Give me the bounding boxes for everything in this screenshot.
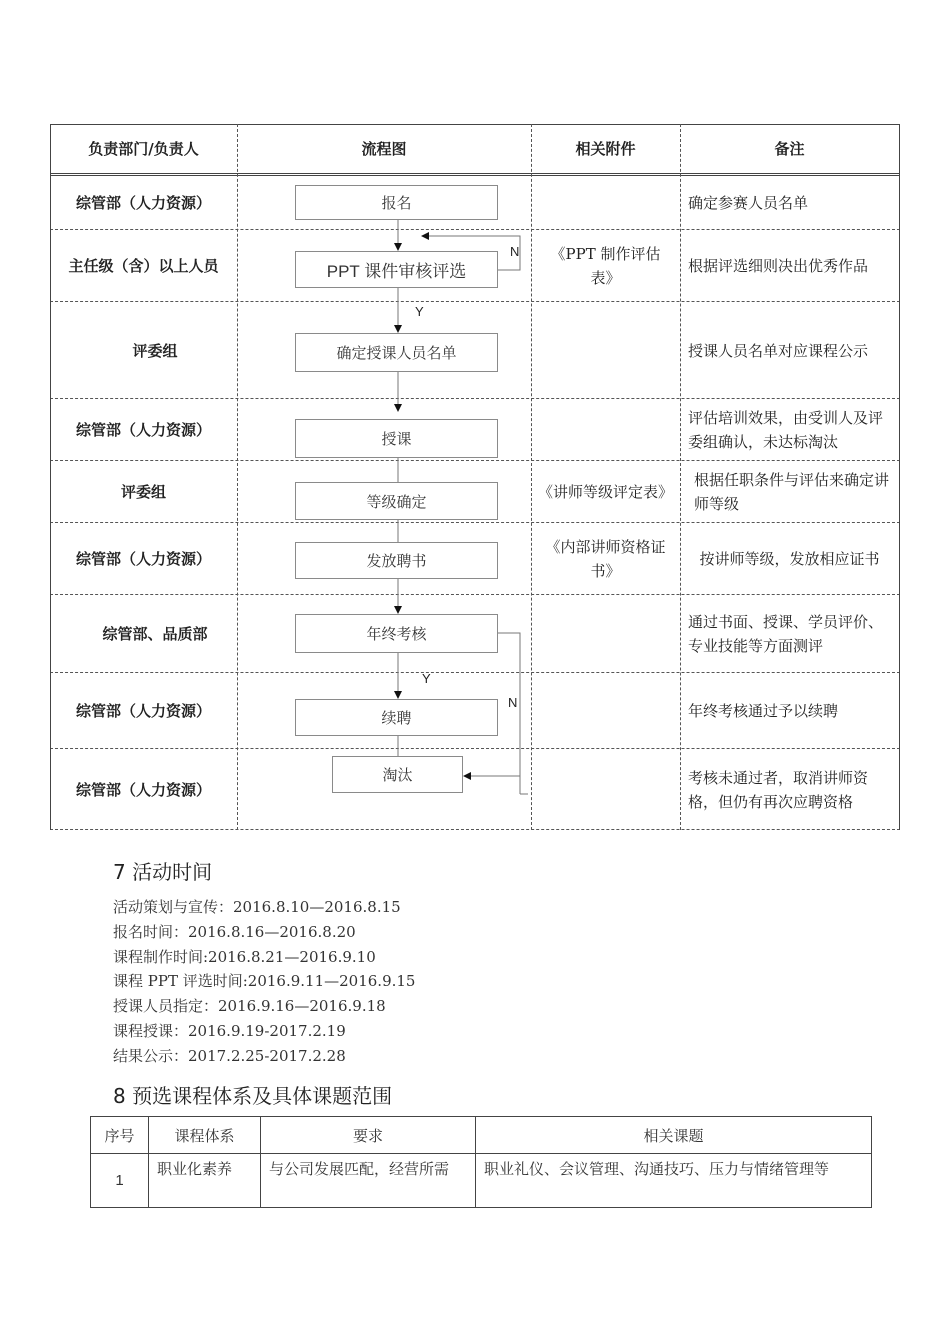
header-dept: 负责部门/负责人 xyxy=(88,140,199,158)
dept-cell: 综管部（人力资源） xyxy=(75,421,211,439)
course-topics: 职业礼仪、会议管理、沟通技巧、压力与情绪管理等 xyxy=(476,1154,872,1208)
header-flowchart: 流程图 xyxy=(361,140,407,158)
course-table xyxy=(90,1116,872,1208)
flow-label-no: N xyxy=(508,695,518,710)
schedule-item: 报名时间：2016.8.16—2016.8.20 xyxy=(113,922,356,941)
flow-step-box: 淘汰 xyxy=(332,756,463,793)
dept-cell: 综管部、品质部 xyxy=(102,625,208,643)
flow-table xyxy=(50,124,900,830)
attachment-cell: 《讲师等级评定表》 xyxy=(537,483,673,501)
section-title: 8 预选课程体系及具体课题范围 xyxy=(113,1084,393,1108)
dept-cell: 评委组 xyxy=(120,483,166,501)
schedule-item: 授课人员指定：2016.9.16—2016.9.18 xyxy=(113,997,386,1016)
schedule-item: 结果公示：2017.2.25-2017.2.28 xyxy=(113,1046,346,1065)
schedule-list xyxy=(113,895,415,1069)
flow-step-box: 续聘 xyxy=(295,699,498,736)
dept-cell: 综管部（人力资源） xyxy=(75,194,211,212)
note-cell: 按讲师等级，发放相应证书 xyxy=(699,550,880,568)
schedule-item: 活动策划与宣传：2016.8.10—2016.8.15 xyxy=(113,898,401,916)
header-attachment: 相关附件 xyxy=(575,140,636,158)
flow-step-box: PPT 课件审核评选 xyxy=(295,251,498,288)
dept-cell: 评委组 xyxy=(132,341,178,360)
table-header-row xyxy=(91,1117,872,1154)
note-cell: 授课人员名单对应课程公示 xyxy=(688,341,869,360)
schedule-item: 课程授课：2016.9.19-2017.2.19 xyxy=(113,1021,346,1040)
header-note: 备注 xyxy=(774,140,805,158)
flow-step-box: 授课 xyxy=(295,419,498,458)
dept-cell: 综管部（人力资源） xyxy=(75,550,211,568)
flow-label-yes: Y xyxy=(415,304,424,319)
table-row xyxy=(91,1154,872,1208)
flow-step-box: 报名 xyxy=(295,185,498,220)
course-requirement: 与公司发展匹配，经营所需 xyxy=(261,1154,476,1208)
flow-step-box: 等级确定 xyxy=(295,482,498,520)
note-cell: 根据任职条件与评估来确定讲师等级 xyxy=(694,471,890,513)
dept-cell: 主任级（含）以上人员 xyxy=(68,257,219,275)
note-cell: 年终考核通过予以续聘 xyxy=(688,702,839,720)
dept-cell: 综管部（人力资源） xyxy=(75,702,211,720)
flow-step-box: 确定授课人员名单 xyxy=(295,333,498,372)
note-cell: 通过书面、授课、学员评价、专业技能等方面测评 xyxy=(688,613,884,655)
schedule-item: 课程 PPT 评选时间:2016.9.11—2016.9.15 xyxy=(113,972,416,991)
column-header: 序号 xyxy=(91,1117,149,1154)
flow-step-box: 年终考核 xyxy=(295,614,498,653)
flow-label-yes: Y xyxy=(422,671,431,686)
note-cell: 考核未通过者，取消讲师资格，但仍有再次应聘资格 xyxy=(688,768,869,811)
flow-label-no: N xyxy=(510,244,520,259)
schedule-item: 课程制作时间:2016.8.21—2016.9.10 xyxy=(113,947,376,966)
note-cell: 根据评选细则决出优秀作品 xyxy=(688,257,869,275)
attachment-cell: 《PPT 制作评估表》 xyxy=(550,245,661,287)
flow-step-box: 发放聘书 xyxy=(295,542,498,579)
section-title: 7 活动时间 xyxy=(113,860,213,884)
column-header: 要求 xyxy=(261,1117,476,1154)
dept-cell: 综管部（人力资源） xyxy=(75,780,211,799)
note-cell: 确定参赛人员名单 xyxy=(688,194,809,212)
column-header: 课程体系 xyxy=(149,1117,261,1154)
row-number: 1 xyxy=(91,1154,149,1208)
attachment-cell: 《内部讲师资格证书》 xyxy=(545,538,666,580)
note-cell: 评估培训效果，由受训人及评委组确认，未达标淘汰 xyxy=(688,409,884,451)
course-system: 职业化素养 xyxy=(149,1154,261,1208)
column-header: 相关课题 xyxy=(476,1117,872,1154)
